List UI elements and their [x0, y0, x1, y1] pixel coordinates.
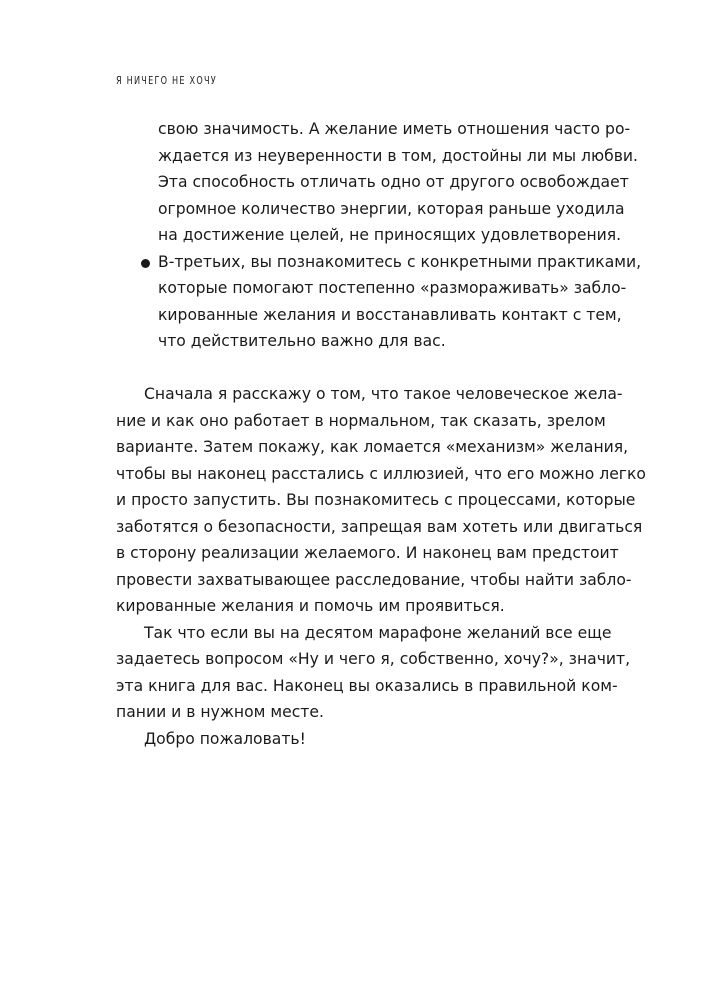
text-line: пании и в нужном месте. [116, 703, 324, 721]
text-line: варианте. Затем покажу, как ломается «механизм» желания, [116, 438, 629, 456]
running-header: Я НИЧЕГО НЕ ХОЧУ [116, 74, 217, 87]
text-line: кированные желания и восстанавливать контакт с тем, [158, 305, 622, 324]
bullet-item [116, 249, 642, 355]
text-line: на достижение целей, не приносящих удовлетворения. [158, 226, 622, 244]
text-line: и просто запустить. Вы познакомитесь с процессами, которые [116, 491, 636, 509]
text-line: которые помогают постепенно «размораживать» забло- [158, 279, 627, 297]
text-line: Добро пожаловать! [144, 729, 306, 748]
text-line: эта книга для вас. Наконец вы оказались в правильной ком- [116, 676, 618, 695]
text-line: ждается из неуверенности в том, достойны ли мы любви. [158, 146, 638, 165]
bullet-dot-icon [141, 259, 150, 268]
text-line: Эта способность отличать одно от другого освобождает [158, 173, 629, 191]
text-line: в сторону реализации желаемого. И наконец вам предстоит [116, 544, 619, 562]
text-line: свою значимость. А желание иметь отношения часто ро- [158, 120, 631, 138]
text-line: В-третьих, вы познакомитесь с конкретными практиками, [158, 252, 642, 271]
page-body [116, 116, 646, 752]
text-line: ние и как оно работает в нормальном, так сказать, зрелом [116, 411, 606, 430]
paragraph-gap [116, 355, 600, 382]
text-line: огромное количество энергии, которая раньше уходила [158, 199, 625, 218]
text-line: задаетесь вопросом «Ну и чего я, собственно, хочу?», значит, [116, 650, 631, 668]
paragraph-welcome [116, 726, 600, 753]
text-line: что действительно важно для вас. [158, 332, 446, 350]
paragraph-intro [116, 381, 646, 620]
bullet-continuation [116, 116, 638, 249]
text-line: кированные желания и помочь им проявиться. [116, 597, 505, 615]
paragraph-marathon [116, 620, 631, 726]
text-line: провести захватывающее расследование, чтобы найти забло- [116, 570, 632, 589]
text-line: чтобы вы наконец расстались с иллюзией, что его можно легко [116, 464, 646, 483]
text-line: заботятся о безопасности, запрещая вам хотеть или двигаться [116, 517, 643, 536]
text-line: Сначала я расскажу о том, что такое человеческое жела- [144, 385, 623, 403]
text-line: Так что если вы на десятом марафоне желаний все еще [144, 623, 612, 642]
